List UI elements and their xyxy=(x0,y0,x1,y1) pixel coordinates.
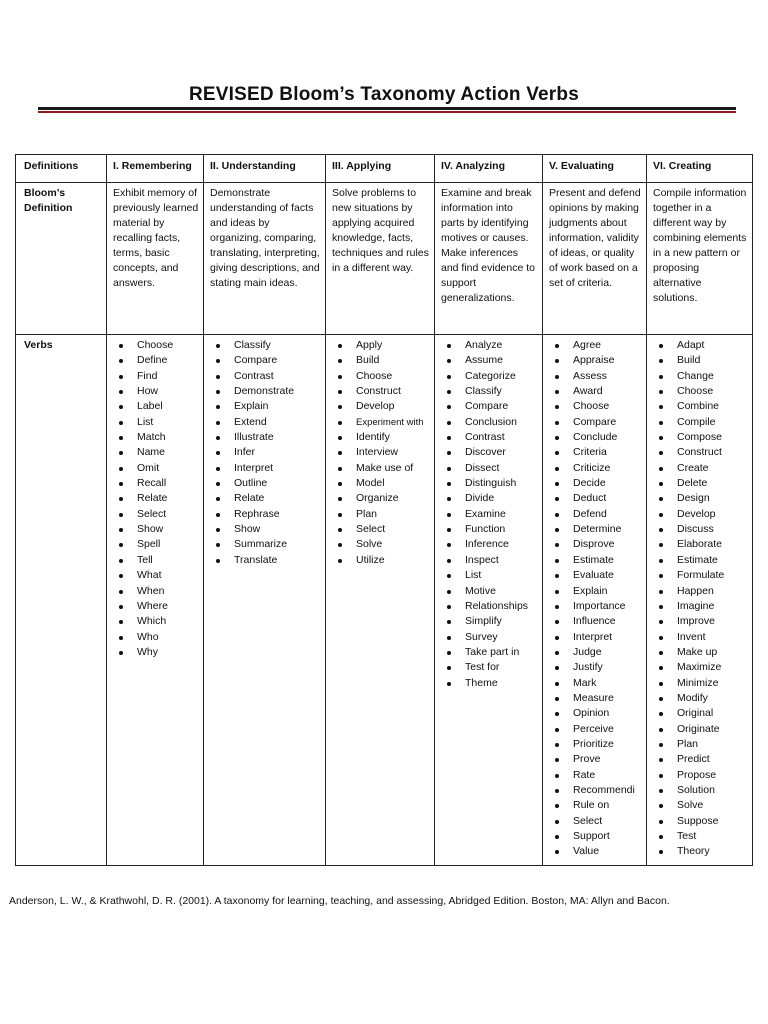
verb-item: Contrast xyxy=(210,369,321,384)
verb-item: Conclusion xyxy=(441,415,538,430)
verb-item: Estimate xyxy=(653,553,748,568)
header-row xyxy=(16,155,753,183)
verb-item: Choose xyxy=(653,384,748,399)
verb-item: Examine xyxy=(441,507,538,522)
verb-item: Disprove xyxy=(549,537,642,552)
verb-item: Prioritize xyxy=(549,737,642,752)
verb-item: Plan xyxy=(332,507,430,522)
verb-item: Solve xyxy=(332,537,430,552)
verb-item: Elaborate xyxy=(653,537,748,552)
verbs-cell-creating xyxy=(647,335,753,866)
verb-item: Change xyxy=(653,369,748,384)
verb-item: Assume xyxy=(441,353,538,368)
verb-item: Illustrate xyxy=(210,430,321,445)
verb-item: Create xyxy=(653,461,748,476)
verb-item: Why xyxy=(113,645,199,660)
verb-item: Construct xyxy=(332,384,430,399)
verb-item: Justify xyxy=(549,660,642,675)
verb-item: Extend xyxy=(210,415,321,430)
verb-item: Function xyxy=(441,522,538,537)
verbs-cell-remembering xyxy=(107,335,204,866)
header-cell-understanding: II. Understanding xyxy=(204,155,326,183)
verb-item: Dissect xyxy=(441,461,538,476)
verb-item: Compare xyxy=(441,399,538,414)
verbs-row xyxy=(16,335,753,866)
verb-item: Infer xyxy=(210,445,321,460)
verb-item: Modify xyxy=(653,691,748,706)
definition-cell-understanding: Demonstrate understanding of facts and ideas by organizing, comparing, translating, interpreting, giving descriptions, and stating main ideas. xyxy=(204,183,326,335)
verb-item: Formulate xyxy=(653,568,748,583)
verb-list xyxy=(441,338,538,691)
verb-item: Who xyxy=(113,630,199,645)
verb-item: Make up xyxy=(653,645,748,660)
verb-item: Classify xyxy=(441,384,538,399)
verb-item: Identify xyxy=(332,430,430,445)
verb-item: Build xyxy=(653,353,748,368)
verb-item: Test xyxy=(653,829,748,844)
verb-item: Solution xyxy=(653,783,748,798)
verb-item: Show xyxy=(113,522,199,537)
verb-item: Take part in xyxy=(441,645,538,660)
verb-item: Choose xyxy=(113,338,199,353)
verb-item: Tell xyxy=(113,553,199,568)
verb-item: Experiment with xyxy=(332,415,430,430)
taxonomy-table xyxy=(15,154,753,866)
verb-item: Test for xyxy=(441,660,538,675)
verb-item: When xyxy=(113,584,199,599)
verbs-cell-understanding xyxy=(204,335,326,866)
verb-item: List xyxy=(441,568,538,583)
verb-item: Original xyxy=(653,706,748,721)
verb-item: Suppose xyxy=(653,814,748,829)
verb-item: Value xyxy=(549,844,642,859)
verbs-cell-analyzing xyxy=(435,335,543,866)
header-cell-evaluating: V. Evaluating xyxy=(543,155,647,183)
title-rule-dark xyxy=(38,107,736,110)
verb-item: Theory xyxy=(653,844,748,859)
verb-item: Distinguish xyxy=(441,476,538,491)
verb-item: Rephrase xyxy=(210,507,321,522)
verb-item: Measure xyxy=(549,691,642,706)
verb-item: Perceive xyxy=(549,722,642,737)
definition-cell-creating: Compile information together in a different way by combining elements in a new pattern or proposing alternative solutions. xyxy=(647,183,753,335)
verb-item: Explain xyxy=(210,399,321,414)
verb-item: Defend xyxy=(549,507,642,522)
definition-cell-remembering: Exhibit memory of previously learned material by recalling facts, terms, basic concepts, and answers. xyxy=(107,183,204,335)
verb-item: Motive xyxy=(441,584,538,599)
verb-item: Minimize xyxy=(653,676,748,691)
verb-item: Spell xyxy=(113,537,199,552)
verb-item: Discuss xyxy=(653,522,748,537)
verb-item: Opinion xyxy=(549,706,642,721)
verb-item: Compare xyxy=(210,353,321,368)
verb-item: Recall xyxy=(113,476,199,491)
verb-item: Classify xyxy=(210,338,321,353)
verb-item: Prove xyxy=(549,752,642,767)
verb-item: Improve xyxy=(653,614,748,629)
verb-item: Select xyxy=(113,507,199,522)
verb-item: Relationships xyxy=(441,599,538,614)
verb-item: Relate xyxy=(113,491,199,506)
verb-item: Apply xyxy=(332,338,430,353)
verb-item: Translate xyxy=(210,553,321,568)
definition-cell-evaluating: Present and defend opinions by making judgments about information, validity of ideas, or quality of work based on a set of criteria. xyxy=(543,183,647,335)
verb-item: Compile xyxy=(653,415,748,430)
verb-item: Conclude xyxy=(549,430,642,445)
verb-item: Predict xyxy=(653,752,748,767)
verb-item: Judge xyxy=(549,645,642,660)
title-rule-red xyxy=(38,111,736,113)
verb-item: Maximize xyxy=(653,660,748,675)
verb-item: Agree xyxy=(549,338,642,353)
verb-item: Rule on xyxy=(549,798,642,813)
verb-item: Design xyxy=(653,491,748,506)
verb-item: Adapt xyxy=(653,338,748,353)
verb-item: Analyze xyxy=(441,338,538,353)
verb-item: Assess xyxy=(549,369,642,384)
verb-item: Name xyxy=(113,445,199,460)
verb-item: Match xyxy=(113,430,199,445)
verb-item: Construct xyxy=(653,445,748,460)
verb-item: Find xyxy=(113,369,199,384)
header-cell-definitions: Definitions xyxy=(16,155,107,183)
verb-item: Influence xyxy=(549,614,642,629)
verb-item: Delete xyxy=(653,476,748,491)
verb-item: Recommendi xyxy=(549,783,642,798)
verb-item: Explain xyxy=(549,584,642,599)
definition-row-label: Bloom’s Definition xyxy=(16,183,107,335)
verb-item: Imagine xyxy=(653,599,748,614)
verb-list xyxy=(113,338,199,660)
verb-item: Support xyxy=(549,829,642,844)
header-cell-analyzing: IV. Analyzing xyxy=(435,155,543,183)
verb-item: Solve xyxy=(653,798,748,813)
verb-item: Deduct xyxy=(549,491,642,506)
verbs-row-label: Verbs xyxy=(16,335,107,866)
verb-list xyxy=(332,338,430,568)
verb-item: Theme xyxy=(441,676,538,691)
document-title: REVISED Bloom’s Taxonomy Action Verbs xyxy=(189,84,579,105)
verb-item: Build xyxy=(332,353,430,368)
verb-item: Define xyxy=(113,353,199,368)
definition-cell-applying: Solve problems to new situations by applying acquired knowledge, facts, techniques and rules in a different way. xyxy=(326,183,435,335)
verb-item: Propose xyxy=(653,768,748,783)
verb-list xyxy=(653,338,748,860)
verb-item: Estimate xyxy=(549,553,642,568)
definition-row xyxy=(16,183,753,335)
verb-item: Discover xyxy=(441,445,538,460)
verb-item: Survey xyxy=(441,630,538,645)
header-cell-creating: VI. Creating xyxy=(647,155,753,183)
verb-item: Inspect xyxy=(441,553,538,568)
verb-item: Criteria xyxy=(549,445,642,460)
verb-item: Organize xyxy=(332,491,430,506)
verb-item: Categorize xyxy=(441,369,538,384)
verb-item: Choose xyxy=(332,369,430,384)
verb-item: Evaluate xyxy=(549,568,642,583)
verb-item: Invent xyxy=(653,630,748,645)
verb-item: Originate xyxy=(653,722,748,737)
verb-item: Criticize xyxy=(549,461,642,476)
header-cell-applying: III. Applying xyxy=(326,155,435,183)
verb-item: Compose xyxy=(653,430,748,445)
verb-item: Relate xyxy=(210,491,321,506)
verb-item: Outline xyxy=(210,476,321,491)
verb-item: Demonstrate xyxy=(210,384,321,399)
verb-item: What xyxy=(113,568,199,583)
verb-item: Show xyxy=(210,522,321,537)
verb-item: List xyxy=(113,415,199,430)
verb-item: Choose xyxy=(549,399,642,414)
verb-item: Utilize xyxy=(332,553,430,568)
definition-cell-analyzing: Examine and break information into parts by identifying motives or causes. Make inferences and find evidence to support generalizations. xyxy=(435,183,543,335)
verb-item: Award xyxy=(549,384,642,399)
verb-item: Interview xyxy=(332,445,430,460)
verb-item: Summarize xyxy=(210,537,321,552)
verb-item: Combine xyxy=(653,399,748,414)
verb-item: Make use of xyxy=(332,461,430,476)
verbs-cell-applying xyxy=(326,335,435,866)
verb-item: Appraise xyxy=(549,353,642,368)
citation: Anderson, L. W., & Krathwohl, D. R. (2001). A taxonomy for learning, teaching, and assessing, Abridged Edition. Boston, MA: Allyn and Bacon. xyxy=(9,895,670,907)
verb-item: Label xyxy=(113,399,199,414)
verb-item: Determine xyxy=(549,522,642,537)
verb-item: Compare xyxy=(549,415,642,430)
verb-item: Divide xyxy=(441,491,538,506)
verb-item: Importance xyxy=(549,599,642,614)
verb-item: Simplify xyxy=(441,614,538,629)
verb-item: Rate xyxy=(549,768,642,783)
verb-item: Inference xyxy=(441,537,538,552)
verb-item: Interpret xyxy=(549,630,642,645)
verb-item: How xyxy=(113,384,199,399)
verb-item: Select xyxy=(549,814,642,829)
verb-item: Decide xyxy=(549,476,642,491)
verb-item: Which xyxy=(113,614,199,629)
verb-list xyxy=(549,338,642,860)
verb-item: Select xyxy=(332,522,430,537)
verb-item: Model xyxy=(332,476,430,491)
verb-item: Develop xyxy=(332,399,430,414)
verb-item: Omit xyxy=(113,461,199,476)
verb-item: Contrast xyxy=(441,430,538,445)
header-cell-remembering: I. Remembering xyxy=(107,155,204,183)
verb-item: Mark xyxy=(549,676,642,691)
verb-item: Develop xyxy=(653,507,748,522)
verb-list xyxy=(210,338,321,568)
verb-item: Happen xyxy=(653,584,748,599)
verbs-cell-evaluating xyxy=(543,335,647,866)
verb-item: Plan xyxy=(653,737,748,752)
verb-item: Where xyxy=(113,599,199,614)
verb-item: Interpret xyxy=(210,461,321,476)
